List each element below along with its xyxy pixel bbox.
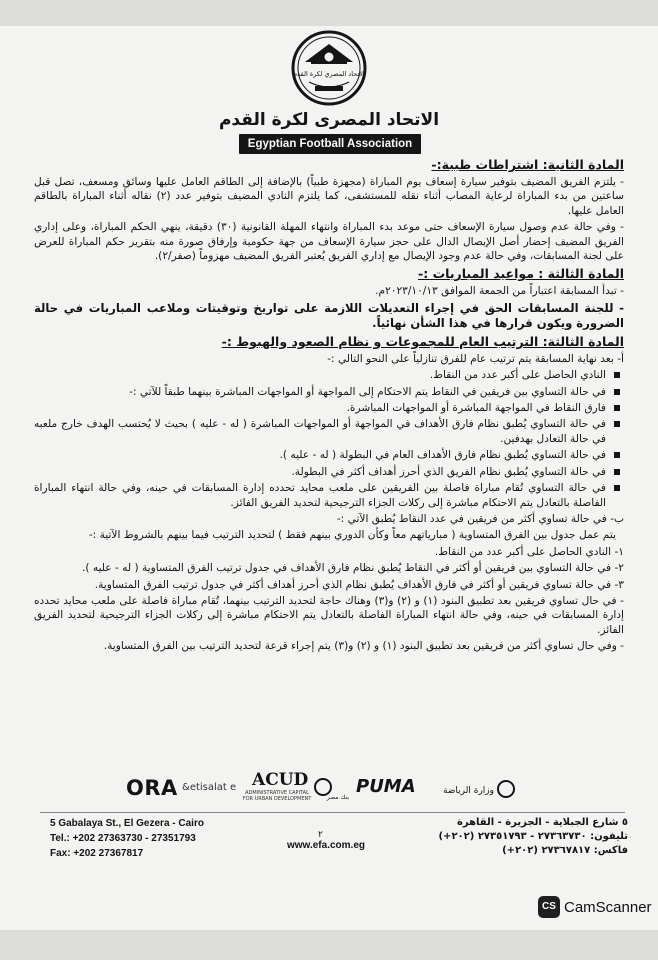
article-3-dates-paragraph-2: - للجنة المسابقات الحق في إجراء التعديلات اللازمة على تواريخ وتوقيتات وملاعب المباريات في حالة الضرورة ويكون قرارها في هذا الشأن نهائياً. — [34, 300, 624, 330]
standings-bullet: في حالة التساوي يُطبق نظام الفريق الذي أحرز أهداف أكثر في البطولة. — [34, 465, 624, 479]
standings-bullet: في حالة التساوي بين فريقين في النقاط يتم الاحتكام إلى المواجهة أو المواجهات المباشرة بينهما طبقاً للآتي :- — [34, 385, 624, 399]
address-arabic: ٥ شارع الجبلاية - الجزيرة - القاهرة — [456, 817, 628, 828]
article-3-dates-heading: المادة الثالثة : مواعيد المباريات :- — [418, 266, 624, 282]
acud-logo-subtitle: ADMINISTRATIVE CAPITAL FOR URBAN DEVELOPMENT — [242, 790, 312, 802]
fax-arabic: فاكس: ٢٧٣٦٧٨١٧ (٢٠٢+) — [502, 845, 628, 856]
article-2-paragraph-1: - يلتزم الفريق المضيف بتوفير سيارة إسعاف يوم المباراة (مجهزة طبياً) بالإضافة إلى الطاقم العامل عليها وسائق ومسعف، تصل قبل ساعتين من بدء المباراة لرعاية المصاب أثناء نقله للمستشفى، كما يلتزم النادي المضيف بتوفير عدد (٢) نقاله أثناء المباراة بالطاقم العامل عليها. — [34, 176, 624, 217]
fax-english: Fax: +202 27367817 — [50, 848, 144, 859]
tie-rule-b-intro: ب- في حالة تساوي أكثر من فريقين في عدد النقاط يُطبق الآتي :- — [336, 512, 624, 525]
org-name-arabic: الاتحاد المصرى لكرة القدم — [218, 110, 440, 130]
telephone-arabic: تليفون: ٢٧٣٦٣٧٣٠ - ٢٧٣٥١٧٩٣ (٢٠٢+) — [438, 831, 628, 842]
tie-rule-item: - وفي حال تساوي أكثر من فريقين بعد تطبيق البنود (١) و (٢) و(٣) يتم إجراء قرعة لتحديد الترتيب بين الفرق المتساوية. — [103, 640, 624, 653]
scan-edge-bottom — [0, 930, 658, 960]
puma-logo: PUMA — [356, 776, 416, 797]
camscanner-watermark — [538, 896, 652, 918]
article-2-heading: المادة الثانية: اشتراطات طبية:- — [431, 157, 624, 172]
article-3-standings-heading: المادة الثالثة: الترتيب العام للمجموعات و نظام الصعود والهبوط :- — [221, 333, 624, 349]
footer-divider — [40, 812, 625, 813]
article-2-paragraph-2: - وفي حالة عدم وصول سيارة الإسعاف حتى موعد بدء المباراة وانتهاء المهلة القانونية (٣٠) دقيقة، ينهي الحكم المباراة، وعلى إداري الفريق المضيف إحضار أصل الإيصال الدال على حجز سيارة الإسعاف من جهة حكومية وإرفاق صورة منه بتقرير حكم المباراة للعرض على لجنة المسابقات، وفي حالة عدم وجود الإيصال مع إداري الفريق يُعتبر الفريق المضيف مهزوماً (صفر/٢). — [34, 221, 624, 263]
standings-intro: أ- بعد نهاية المسابقة يتم ترتيب عام للفرق تنازلياً على النحو التالي :- — [327, 352, 624, 365]
etisalat-logo: etisalat e& — [182, 782, 237, 793]
efa-logo-icon — [291, 30, 367, 106]
svg-text:الاتحاد المصري لكرة القدم: الاتحاد المصري لكرة القدم — [293, 70, 365, 78]
camscanner-label: CamScanner — [564, 898, 652, 916]
standings-bullet: في حالة التساوي يُطبق نظام فارق الأهداف في المواجهة أو المواجهات المباشرة ( له - عليه ) بحيث لا يُحتسب الهدف خارج ملعبه في حالة التعادل بهدفين. — [34, 417, 624, 446]
standings-bullet: في حالة التساوي تُقام مباراة فاصلة بين الفريقين على ملعب محايد تحدده إدارة المسابقات في حينه، وفي حالة انتهاء المباراة الفاصلة بالتعادل يتم الاحتكام مباشرة إلى ركلات الجزاء الترجيحية لتحديد الفريق الفائز. — [34, 481, 624, 510]
address-english: 5 Gabalaya St., El Gezera - Cairo — [50, 818, 204, 829]
tie-rule-item: - في حال تساوي فريقين بعد تطبيق البنود (١) و (٢) و(٣) وهناك حاجة لتحديد الترتيب بينهما، تُقام مباراة فاصلة على ملعب محايد تحدده إدارة المسابقات في حينه، وفي حالة انتهاء المباراة الفاصلة بالتعادل يتم الاحتكام مباشرة إلى ركلات الجزاء الترجيحية لتحديد الفريق الفائز. — [34, 594, 624, 636]
tie-rule-item: ٣- في حالة تساوي فريقين أو أكثر في فارق الأهداف يُطبق نظام الذي أحرز أهداف أكثر في جدول ترتيب الفرق المتساوية. — [94, 578, 624, 591]
tie-rule-b-paragraph: يتم عمل جدول بين الفرق المتساوية ( مبارياتهم معاً وكأن الدوري بينهم فقط ) لتحديد الترتيب فيما بينهم بالشروط الآتية :- — [88, 529, 616, 542]
sponsor-logos — [120, 768, 640, 808]
telephone-english: Tel.: +202 27363730 - 27351793 — [50, 833, 196, 844]
document-body — [34, 156, 624, 656]
acud-logo: ACUD — [252, 770, 309, 790]
camscanner-icon: CS — [538, 896, 560, 918]
ora-logo: ORA — [126, 776, 178, 800]
website-url: www.efa.com.eg — [287, 840, 365, 851]
footer-contact-english — [50, 816, 290, 861]
svg-text:بنك مصر: بنك مصر — [326, 794, 350, 801]
article-3-dates-paragraph-1: - تبدأ المسابقة اعتباراً من الجمعة الموافق ٢٠٢٣/١٠/١٣م. — [375, 285, 624, 298]
standings-bullet: النادي الحاصل على أكبر عدد من النقاط. — [34, 368, 624, 382]
standings-bullet: في حالة التساوي يُطبق نظام فارق الأهداف العام في البطولة ( له - عليه ). — [34, 448, 624, 462]
scan-edge-top — [0, 0, 658, 26]
page-number: ٢ — [318, 830, 323, 840]
ministry-of-sports-logo-icon — [420, 778, 516, 800]
standings-bullet: فارق النقاط في المواجهة المباشرة أو المواجهات المباشرة. — [34, 401, 624, 415]
org-name-english: Egyptian Football Association — [239, 134, 421, 154]
tie-rule-item: ١- النادي الحاصل على أكبر عدد من النقاط. — [434, 545, 624, 558]
tie-rule-item: ٢- في حالة التساوي بين فريقين أو أكثر في النقاط يُطبق نظام فارق الأهداف في جدول ترتيب الفرق المتساوية ( له - عليه ). — [82, 562, 624, 575]
svg-text:وزارة الرياضة: وزارة الرياضة — [442, 786, 494, 796]
bank-misr-logo-icon — [314, 776, 352, 802]
letterhead — [0, 26, 658, 150]
footer-contact-arabic — [380, 816, 628, 858]
